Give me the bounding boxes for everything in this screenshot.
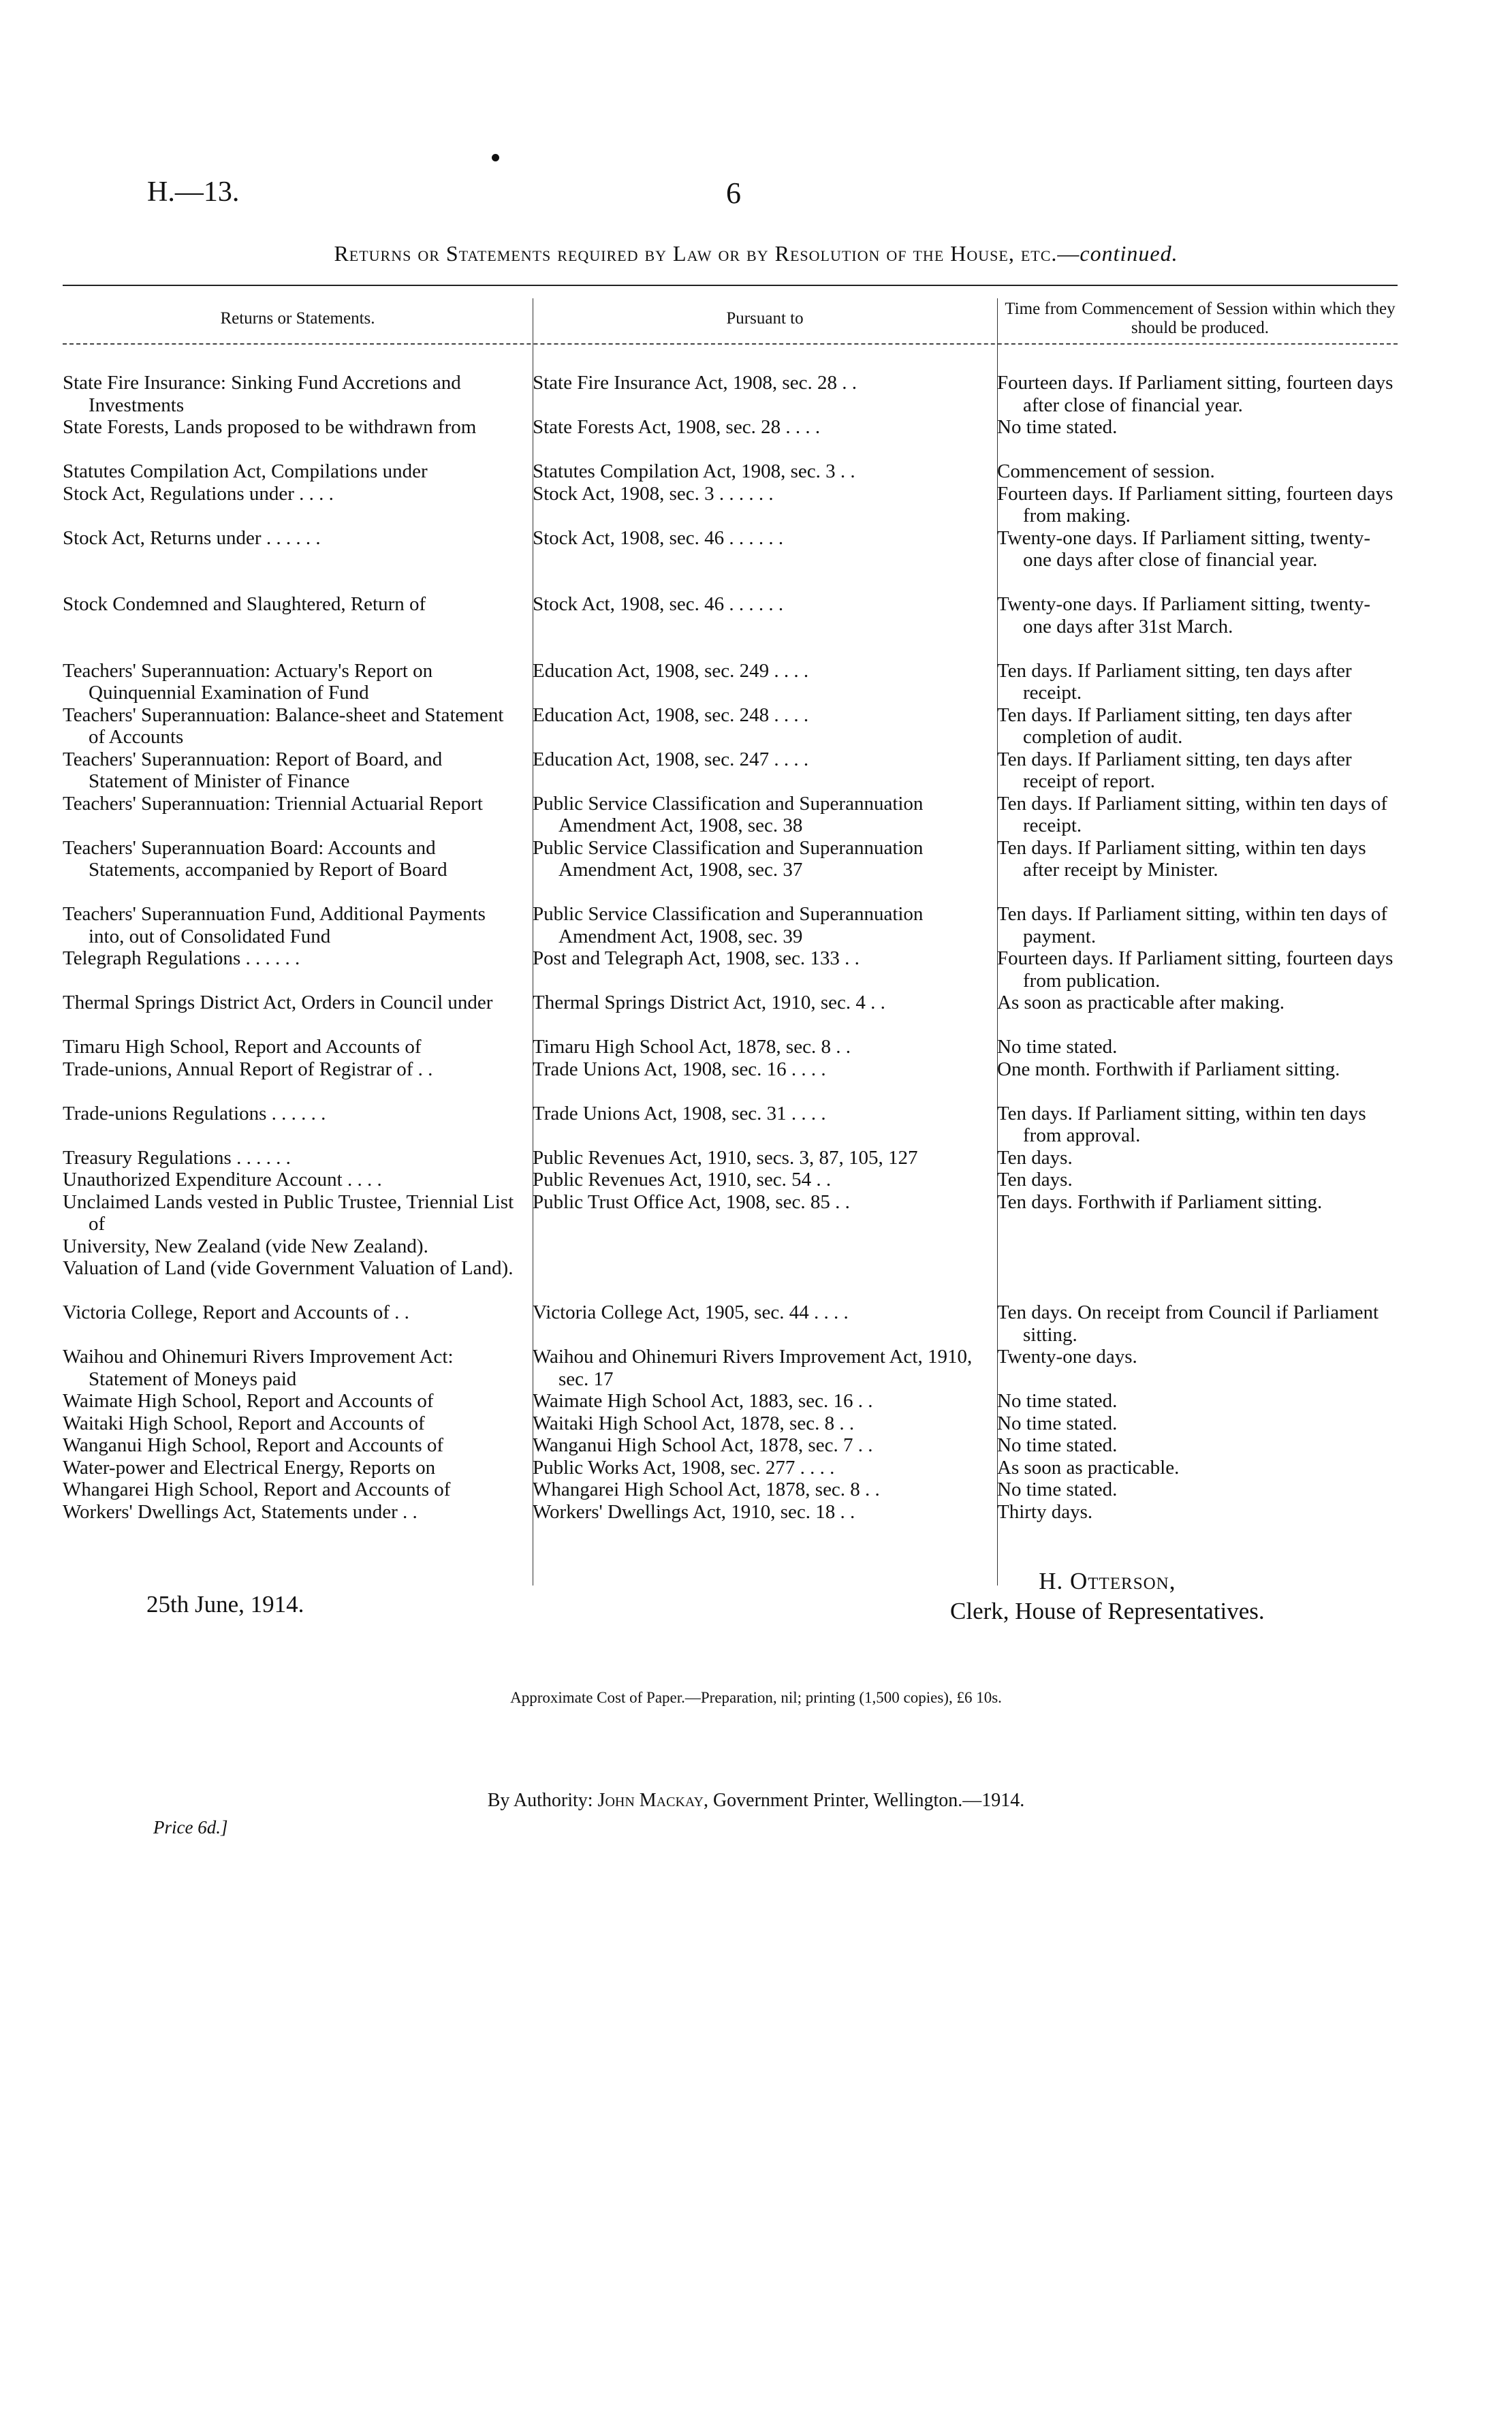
table-row bbox=[63, 1036, 1398, 1058]
time-produced: Ten days. bbox=[997, 1169, 1073, 1190]
return-name: State Fire Insurance: Sinking Fund Accretions and Investments bbox=[63, 372, 461, 416]
pursuant-to: Education Act, 1908, sec. 247 . . . . bbox=[533, 748, 809, 770]
time-produced: No time stated. bbox=[997, 1036, 1118, 1058]
time-produced: Ten days. If Parliament sitting, within ten days of receipt. bbox=[997, 792, 1388, 836]
pursuant-to: Wanganui High School Act, 1878, sec. 7 . . bbox=[533, 1434, 873, 1456]
table-row bbox=[63, 1413, 1398, 1435]
table-row bbox=[63, 1257, 1398, 1302]
signatory-position: Clerk, House of Representatives. bbox=[950, 1598, 1265, 1624]
table-row bbox=[63, 372, 1398, 416]
return-name: Valuation of Land (vide Government Valuation of Land). bbox=[63, 1257, 514, 1279]
return-name: Teachers' Superannuation Board: Accounts and Statements, accompanied by Report of Board bbox=[63, 836, 447, 881]
table-row bbox=[63, 1169, 1398, 1191]
pursuant-to: Public Service Classification and Superannuation Amendment Act, 1908, sec. 39 bbox=[533, 903, 924, 947]
time-produced: Thirty days. bbox=[997, 1500, 1093, 1523]
return-name: Telegraph Regulations . . . . . . bbox=[63, 947, 300, 969]
table-row bbox=[63, 1346, 1398, 1390]
table-row bbox=[63, 704, 1398, 748]
time-produced: Ten days. If Parliament sitting, ten days after completion of audit. bbox=[997, 704, 1352, 748]
return-name: Waihou and Ohinemuri Rivers Improvement Act: Statement of Moneys paid bbox=[63, 1346, 454, 1390]
column-header-returns: Returns or Statements. bbox=[220, 309, 375, 328]
time-produced: Ten days. If Parliament sitting, ten days after receipt. bbox=[997, 659, 1352, 704]
pursuant-to bbox=[533, 1257, 997, 1302]
time-produced: Ten days. If Parliament sitting, ten days after receipt of report. bbox=[997, 748, 1352, 792]
return-name: Waitaki High School, Report and Accounts of bbox=[63, 1412, 425, 1434]
pursuant-to: Trade Unions Act, 1908, sec. 31 . . . . bbox=[533, 1102, 826, 1124]
cost-of-paper: Approximate Cost of Paper.—Preparation, nil; printing (1,500 copies), £6 10s. bbox=[510, 1689, 1002, 1706]
time-produced: Ten days. Forthwith if Parliament sitting. bbox=[997, 1190, 1323, 1213]
pursuant-to: Thermal Springs District Act, 1910, sec. 4 . . bbox=[533, 992, 885, 1013]
time-produced: Ten days. If Parliament sitting, within ten days after receipt by Minister. bbox=[997, 836, 1366, 881]
time-produced: Fourteen days. If Parliament sitting, fourteen days from making. bbox=[997, 482, 1393, 526]
return-name: Unauthorized Expenditure Account . . . . bbox=[63, 1169, 382, 1190]
print-speck bbox=[492, 154, 499, 161]
pursuant-to: Public Service Classification and Superannuation Amendment Act, 1908, sec. 37 bbox=[533, 836, 924, 881]
document-reference: H.—13. bbox=[147, 176, 240, 208]
table-row bbox=[63, 903, 1398, 947]
return-name: Water-power and Electrical Energy, Reports on bbox=[63, 1456, 436, 1479]
time-produced: No time stated. bbox=[997, 1412, 1118, 1434]
time-produced bbox=[997, 1257, 1398, 1302]
time-produced: Ten days. If Parliament sitting, within ten days from approval. bbox=[997, 1102, 1366, 1146]
time-produced: No time stated. bbox=[997, 1390, 1118, 1412]
table-top-rule bbox=[63, 285, 1398, 286]
authority-rest: Government Printer, Wellington.—1914. bbox=[712, 1790, 1025, 1811]
column-header-pursuant: Pursuant to bbox=[726, 309, 804, 328]
time-produced: Commencement of session. bbox=[997, 460, 1215, 482]
title-main: Returns or Statements required by Law or by Resolution of the House, etc.— bbox=[334, 241, 1080, 266]
table-body bbox=[63, 372, 1398, 1523]
return-name: Victoria College, Report and Accounts of . . bbox=[63, 1302, 409, 1323]
return-name: Teachers' Superannuation: Actuary's Report on Quinquennial Examination of Fund bbox=[63, 659, 433, 704]
return-name: Workers' Dwellings Act, Statements under . . bbox=[63, 1500, 418, 1523]
time-produced: Ten days. If Parliament sitting, within ten days of payment. bbox=[997, 903, 1388, 947]
pursuant-to: Trade Unions Act, 1908, sec. 16 . . . . bbox=[533, 1058, 826, 1080]
return-name: Timaru High School, Report and Accounts of bbox=[63, 1036, 422, 1058]
table-row bbox=[63, 1103, 1398, 1147]
time-produced: No time stated. bbox=[997, 416, 1118, 438]
return-name: Wanganui High School, Report and Accounts of bbox=[63, 1434, 444, 1456]
table-row bbox=[63, 992, 1398, 1036]
time-produced: Fourteen days. If Parliament sitting, fourteen days from publication. bbox=[997, 947, 1393, 992]
price: Price 6d.] bbox=[153, 1817, 228, 1838]
pursuant-to: Public Service Classification and Superannuation Amendment Act, 1908, sec. 38 bbox=[533, 792, 924, 836]
time-produced: No time stated. bbox=[997, 1434, 1118, 1456]
pursuant-to: Public Revenues Act, 1910, secs. 3, 87, 105, 127 bbox=[533, 1146, 918, 1169]
page-title bbox=[0, 241, 1512, 266]
title-continued: continued. bbox=[1080, 241, 1178, 266]
return-name: Teachers' Superannuation: Report of Board, and Statement of Minister of Finance bbox=[63, 748, 443, 792]
return-name: Stock Act, Returns under . . . . . . bbox=[63, 526, 321, 549]
signatory-name: H. Otterson, bbox=[1039, 1568, 1176, 1594]
return-name: Teachers' Superannuation: Balance-sheet and Statement of Accounts bbox=[63, 704, 504, 748]
table-row bbox=[63, 1058, 1398, 1103]
return-name: Trade-unions Regulations . . . . . . bbox=[63, 1102, 326, 1124]
table-row bbox=[63, 1302, 1398, 1346]
table-row bbox=[63, 1191, 1398, 1235]
pursuant-to: Waimate High School Act, 1883, sec. 16 . . bbox=[533, 1390, 873, 1412]
return-name: Whangarei High School, Report and Accounts of bbox=[63, 1479, 451, 1500]
pursuant-to: Waihou and Ohinemuri Rivers Improvement Act, 1910, sec. 17 bbox=[533, 1346, 973, 1390]
time-produced: Ten days. On receipt from Council if Parliament sitting. bbox=[997, 1302, 1379, 1346]
table-row bbox=[63, 1235, 1398, 1258]
pursuant-to: Public Revenues Act, 1910, sec. 54 . . bbox=[533, 1169, 832, 1190]
table-row bbox=[63, 593, 1398, 660]
return-name: Waimate High School, Report and Accounts of bbox=[63, 1390, 434, 1412]
pursuant-to: Education Act, 1908, sec. 248 . . . . bbox=[533, 704, 809, 726]
time-produced: No time stated. bbox=[997, 1479, 1118, 1500]
pursuant-to: Statutes Compilation Act, 1908, sec. 3 . . bbox=[533, 460, 855, 482]
return-name: State Forests, Lands proposed to be withdrawn from bbox=[63, 416, 477, 438]
date: 25th June, 1914. bbox=[146, 1591, 304, 1618]
table-row bbox=[63, 460, 1398, 483]
pursuant-to: Victoria College Act, 1905, sec. 44 . . . . bbox=[533, 1302, 849, 1323]
pursuant-to: Public Works Act, 1908, sec. 277 . . . . bbox=[533, 1456, 835, 1479]
table-row bbox=[63, 793, 1398, 837]
signature-block bbox=[950, 1566, 1265, 1626]
table-row bbox=[63, 1434, 1398, 1457]
time-produced: Fourteen days. If Parliament sitting, fourteen days after close of financial year. bbox=[997, 372, 1393, 416]
table-row bbox=[63, 660, 1398, 704]
return-name: Statutes Compilation Act, Compilations under bbox=[63, 460, 428, 482]
time-produced: As soon as practicable after making. bbox=[997, 992, 1285, 1013]
pursuant-to: Waitaki High School Act, 1878, sec. 8 . . bbox=[533, 1412, 855, 1434]
authority-prefix: By Authority: bbox=[487, 1790, 593, 1811]
time-produced bbox=[997, 1235, 1398, 1258]
pursuant-to: Post and Telegraph Act, 1908, sec. 133 . . bbox=[533, 947, 860, 969]
table-row bbox=[63, 837, 1398, 904]
return-name: Treasury Regulations . . . . . . bbox=[63, 1146, 291, 1169]
table-row bbox=[63, 1147, 1398, 1169]
return-name: Teachers' Superannuation: Triennial Actuarial Report bbox=[63, 792, 483, 815]
table-row bbox=[63, 1501, 1398, 1524]
return-name: University, New Zealand (vide New Zealand). bbox=[63, 1235, 428, 1257]
pursuant-to: Stock Act, 1908, sec. 46 . . . . . . bbox=[533, 593, 784, 615]
table-row bbox=[63, 1390, 1398, 1413]
time-produced: Ten days. bbox=[997, 1146, 1073, 1169]
column-header-time: Time from Commencement of Session within which they should be produced. bbox=[1005, 300, 1396, 337]
table-row bbox=[63, 416, 1398, 460]
pursuant-to: Education Act, 1908, sec. 249 . . . . bbox=[533, 659, 809, 682]
pursuant-to: Public Trust Office Act, 1908, sec. 85 . . bbox=[533, 1190, 850, 1213]
time-produced: As soon as practicable. bbox=[997, 1456, 1180, 1479]
pursuant-to: State Forests Act, 1908, sec. 28 . . . . bbox=[533, 416, 821, 438]
pursuant-to: Workers' Dwellings Act, 1910, sec. 18 . . bbox=[533, 1500, 855, 1523]
pursuant-to: Timaru High School Act, 1878, sec. 8 . . bbox=[533, 1036, 851, 1058]
table-row bbox=[63, 1457, 1398, 1479]
return-name: Stock Condemned and Slaughtered, Return of bbox=[63, 593, 426, 615]
time-produced: Twenty-one days. If Parliament sitting, twenty-one days after 31st March. bbox=[997, 593, 1371, 637]
table-row bbox=[63, 527, 1398, 594]
authority-name: John Mackay, bbox=[597, 1790, 708, 1811]
pursuant-to bbox=[533, 1235, 997, 1258]
page-number: 6 bbox=[726, 176, 741, 210]
return-name: Teachers' Superannuation Fund, Additional Payments into, out of Consolidated Fund bbox=[63, 903, 486, 947]
printer-authority bbox=[0, 1790, 1512, 1812]
return-name: Thermal Springs District Act, Orders in Council under bbox=[63, 992, 493, 1013]
pursuant-to: State Fire Insurance Act, 1908, sec. 28 . . bbox=[533, 372, 857, 394]
pursuant-to: Stock Act, 1908, sec. 3 . . . . . . bbox=[533, 482, 774, 505]
return-name: Stock Act, Regulations under . . . . bbox=[63, 482, 334, 505]
table-row bbox=[63, 947, 1398, 992]
table-row bbox=[63, 483, 1398, 527]
table-row bbox=[63, 748, 1398, 793]
return-name: Unclaimed Lands vested in Public Trustee, Triennial List of bbox=[63, 1190, 514, 1235]
pursuant-to: Whangarei High School Act, 1878, sec. 8 . . bbox=[533, 1479, 880, 1500]
time-produced: One month. Forthwith if Parliament sitting. bbox=[997, 1058, 1340, 1080]
header-rule bbox=[63, 343, 1398, 345]
time-produced: Twenty-one days. bbox=[997, 1346, 1137, 1368]
table-row bbox=[63, 1479, 1398, 1501]
pursuant-to: Stock Act, 1908, sec. 46 . . . . . . bbox=[533, 526, 784, 549]
return-name: Trade-unions, Annual Report of Registrar of . . bbox=[63, 1058, 433, 1080]
time-produced: Twenty-one days. If Parliament sitting, twenty-one days after close of financial year. bbox=[997, 526, 1371, 571]
